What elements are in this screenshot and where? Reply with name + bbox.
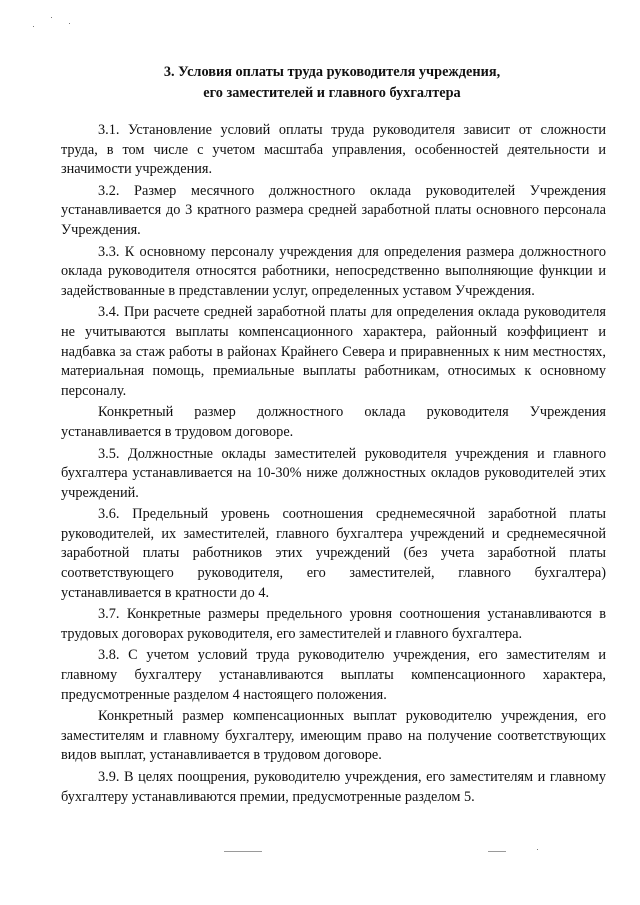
- section-body: [61, 121, 606, 809]
- scan-speck: [69, 23, 70, 24]
- paragraph-3-7: 3.7. Конкретные размеры предельного уровня соотношения устанавливаются в трудовых договорах руководителя, его заместителей и главного бухгалтера.: [61, 606, 606, 642]
- paragraph-3-3: 3.3. К основному персоналу учреждения для определения размера должностного оклада руководителя относятся работники, непосредственно выполняющие функции и задействованные в представлении услуг, определенных уставом Учреждения.: [61, 243, 606, 299]
- paragraph-3-1: 3.1. Установление условий оплаты труда руководителя зависит от сложности труда, в том числе с учетом масштаба управления, особенностей деятельности и значимости учреждения.: [61, 122, 606, 178]
- paragraph-compensation-contract: Конкретный размер компенсационных выплат руководителю учреждения, его заместителям и главному бухгалтеру, имеющим право на получение соответствующих видов выплат, устанавливается в трудовом договоре.: [61, 708, 606, 764]
- section-heading-line-2: его заместителей и главного бухгалтера: [203, 85, 461, 101]
- scan-mark-right: [488, 851, 506, 852]
- scan-mark-left: [224, 851, 262, 852]
- section-heading: [60, 62, 604, 104]
- paragraph-salary-contract: Конкретный размер должностного оклада руководителя Учреждения устанавливается в трудовом договоре.: [61, 404, 606, 440]
- paragraph-3-9: 3.9. В целях поощрения, руководителю учреждения, его заместителям и главному бухгалтеру устанавливаются премии, предусмотренные разделом 5.: [61, 769, 606, 805]
- paragraph-3-8: 3.8. С учетом условий труда руководителю учреждения, его заместителям и главному бухгалтеру устанавливаются выплаты компенсационного характера, предусмотренные разделом 4 настоящего положения.: [61, 647, 606, 703]
- scan-speck: [537, 849, 538, 850]
- paragraph-3-6: 3.6. Предельный уровень соотношения среднемесячной заработной платы руководителей, их заместителей, главного бухгалтера учреждений и среднемесячной заработной платы работников этих учреждений (без учета заработной платы соответствующего руководителя, его заместителей, главного бухгалтера) устанавливается в кратности до 4.: [61, 506, 606, 601]
- scan-speck: [33, 26, 34, 27]
- paragraph-3-2: 3.2. Размер месячного должностного оклада руководителей Учреждения устанавливается до 3 кратного размера средней заработной платы основного персонала Учреждения.: [61, 182, 606, 238]
- paragraph-3-5: 3.5. Должностные оклады заместителей руководителя учреждения и главного бухгалтера устанавливается на 10-30% ниже должностных окладов руководителей этих учреждений.: [61, 445, 606, 501]
- scan-speck: [51, 17, 52, 18]
- section-heading-line-1: 3. Условия оплаты труда руководителя учреждения,: [163, 64, 501, 80]
- paragraph-3-4: 3.4. При расчете средней заработной платы для определения оклада руководителя не учитываются выплаты компенсационного характера, районный коэффициент и надбавка за стаж работы в районах Крайнего Севера и приравненных к ним местностях, материальная помощь, премиальные выплаты работникам, относимых к основному персоналу.: [61, 304, 606, 399]
